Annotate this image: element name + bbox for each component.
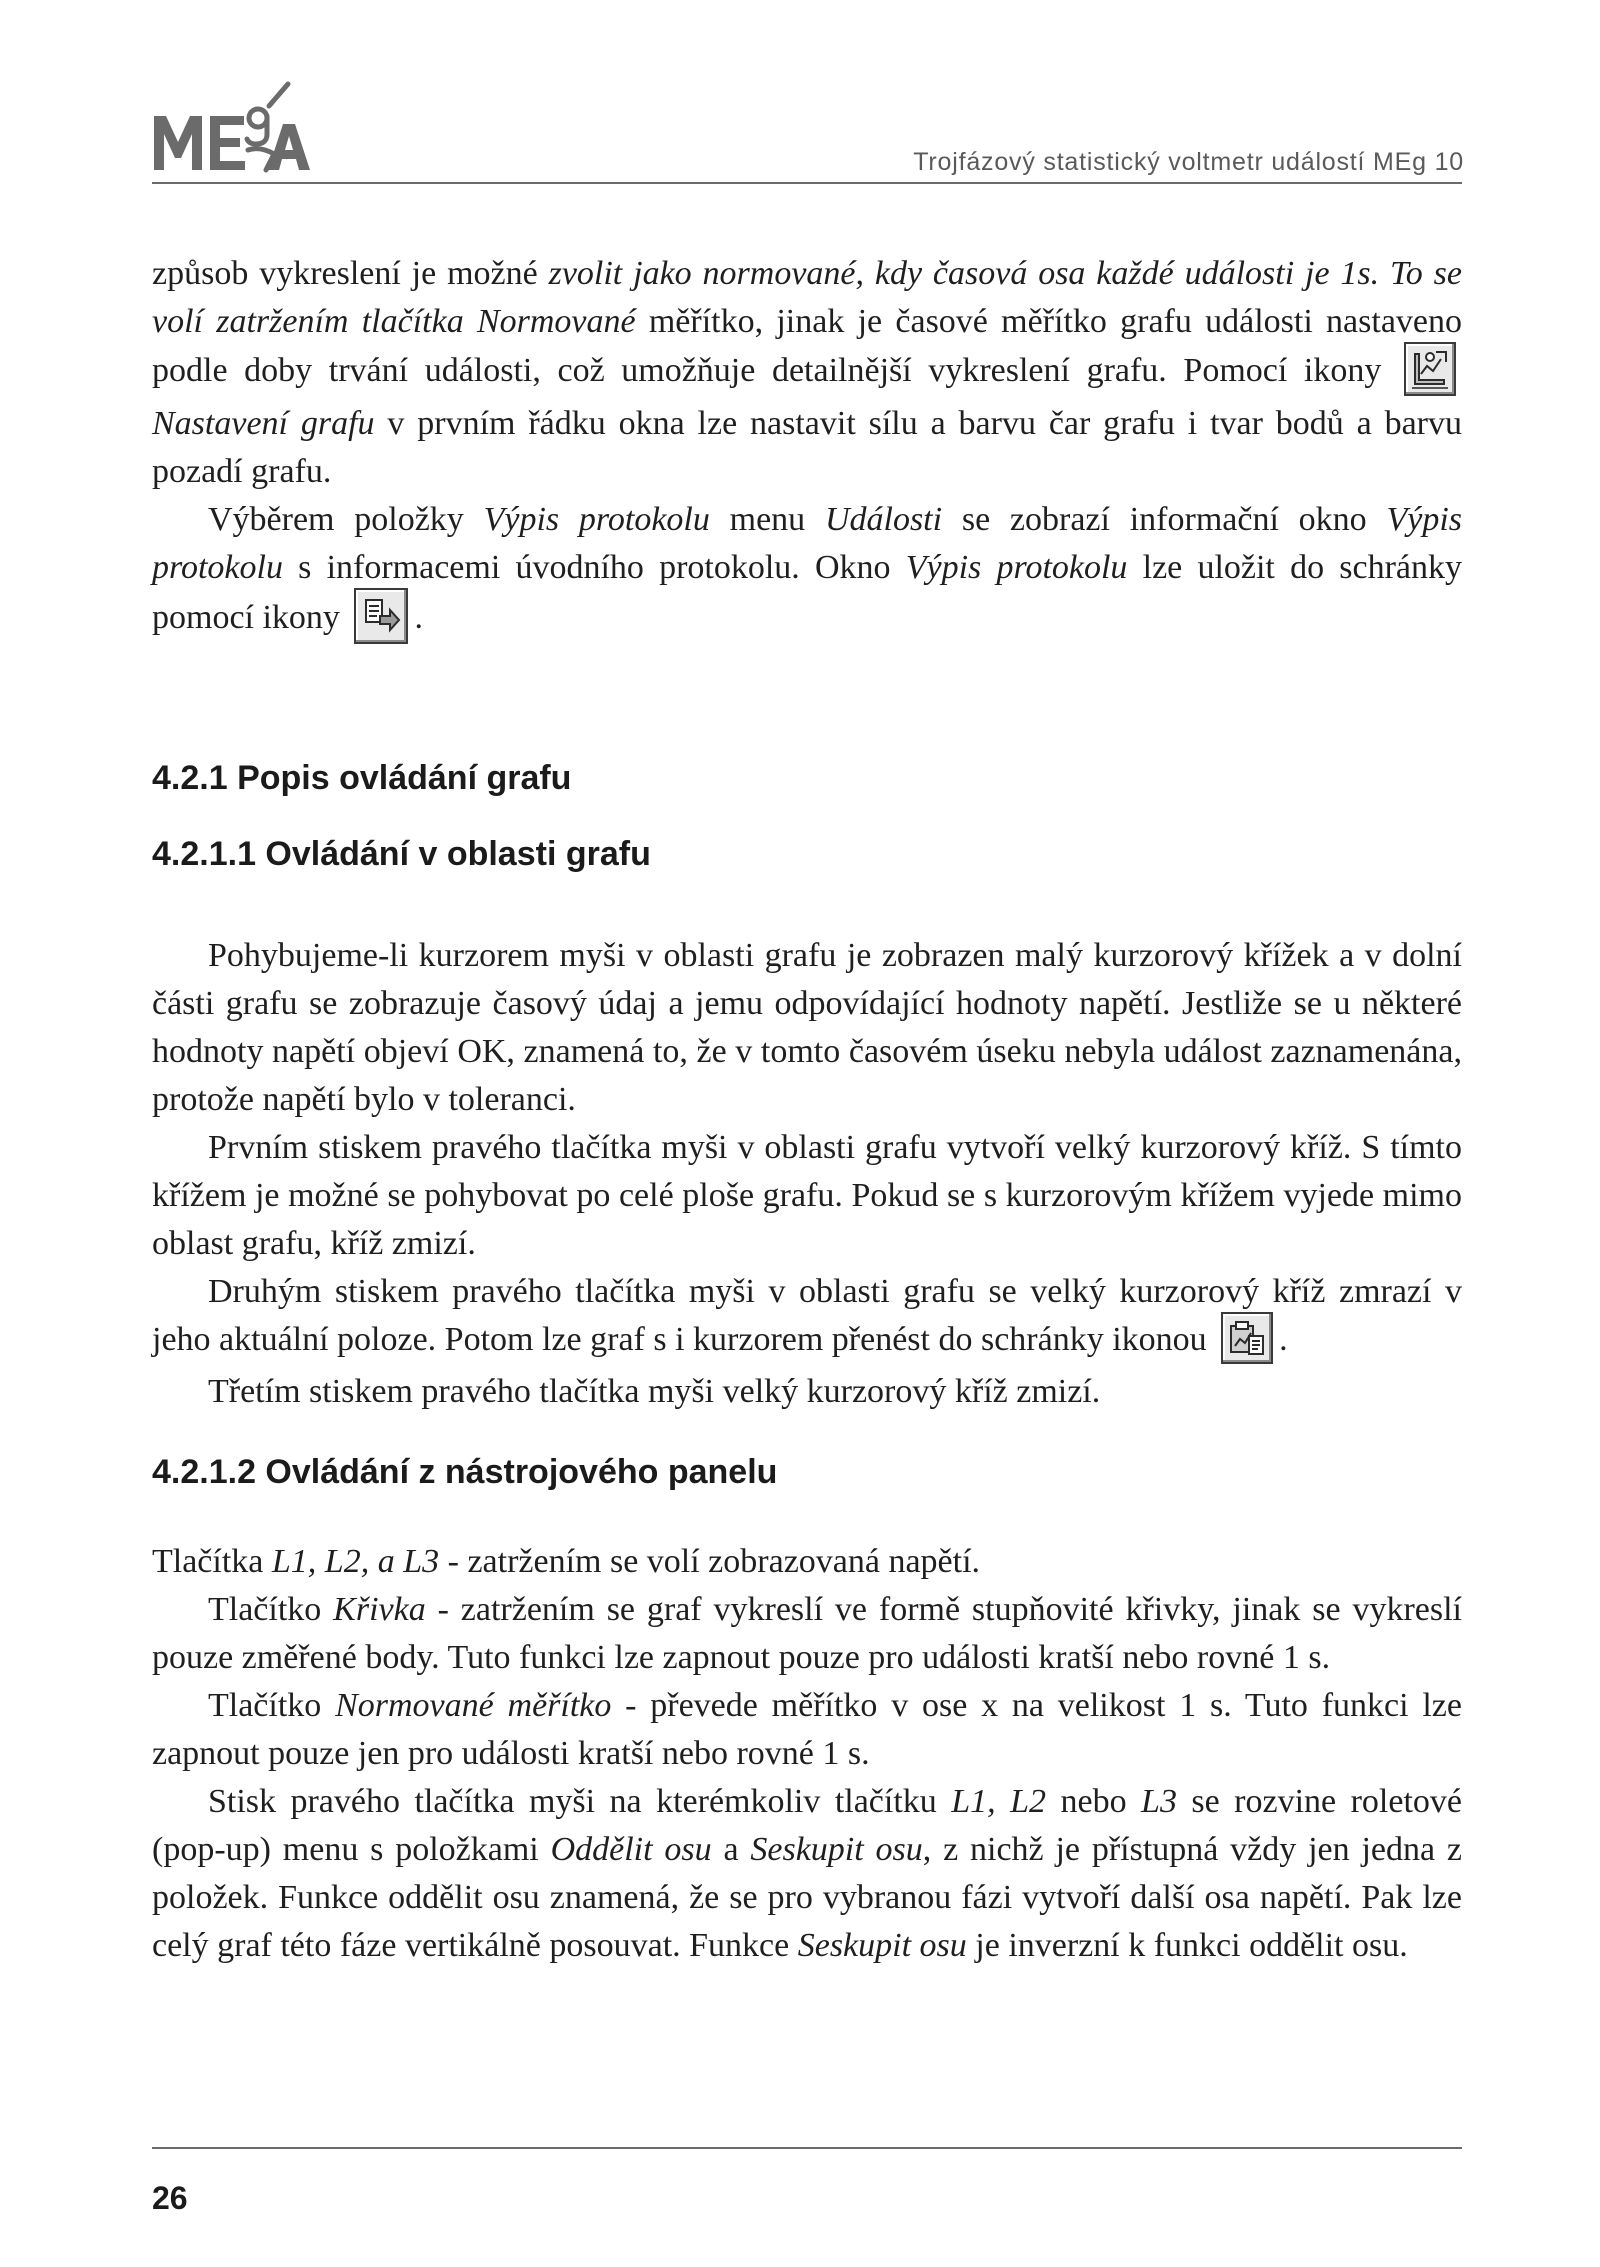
page-body: [152, 250, 1462, 1970]
paragraph: Druhým stiskem pravého tlačítka myši v oblasti grafu se velký kurzorový kříž zmrazí v jeho aktuální poloze. Potom lze graf s i kurzorem přenést do schránky ikonou .: [152, 1268, 1462, 1368]
paragraph: Výběrem položky Výpis protokolu menu Události se zobrazí informační okno Výpis protokolu s informacemi úvodního protokolu. Okno Výpis protokolu lze uložit do schránky pomocí ikony .: [152, 496, 1462, 648]
paragraph: Tlačítka L1, L2, a L3 - zatržením se volí zobrazovaná napětí.: [152, 1543, 981, 1581]
subsection-heading: 4.2.1.1 Ovládání v oblasti grafu: [152, 835, 651, 873]
footer-divider: [152, 2147, 1462, 2149]
paragraph: Stisk pravého tlačítka myši na kterémkoliv tlačítku L1, L2 nebo L3 se rozvine roletové (pop-up) menu s položkami Oddělit osu a Seskupit osu, z nichž je přístupná vždy jen jedna z položek. Funkce oddělit osu znamená, že se pro vybranou fázi vytvoří další osa napětí. Pak lze celý graf této fáze vertikálně posouvat. Funkce Seskupit osu je inverzní k funkci oddělit osu.: [152, 1783, 1463, 1965]
paragraph: Tlačítko Křivka - zatržením se graf vykreslí ve formě stupňovité křivky, jinak se vykreslí pouze změřené body. Tuto funkci lze zapnout pouze pro události kratší nebo rovné 1 s.: [152, 1591, 1462, 1677]
paragraph: Prvním stiskem pravého tlačítka myši v oblasti grafu vytvoří velký kurzorový kříž. S tímto křížem je možné se pohybovat po celé ploše grafu. Pokud se s kurzorovým křížem vyjede mimo oblast grafu, kříž zmizí.: [152, 1129, 1462, 1262]
paragraph: způsob vykreslení je možné zvolit jako normované, kdy časová osa každé události je 1s. To se volí zatržením tlačítka Normované měřítko, jinak je časové měřítko grafu události nastaveno podle doby trvání události, což umožňuje detailnější vykreslení grafu. Pomocí ikony Nastavení grafu v prvním řádku okna lze nastavit sílu a barvu čar grafu i tvar bodů a barvu pozadí grafu.: [152, 255, 1463, 490]
subsection-heading: 4.2.1.2 Ovládání z nástrojového panelu: [152, 1453, 778, 1492]
running-header-title: Trojfázový statistický voltmetr událostí MEg 10: [913, 148, 1464, 176]
header-divider: [152, 182, 1462, 184]
paragraph: Třetím stiskem pravého tlačítka myši velký kurzorový kříž zmizí.: [208, 1373, 1101, 1411]
section-heading: 4.2.1 Popis ovládání grafu: [152, 759, 572, 797]
paragraph: Pohybujeme-li kurzorem myši v oblasti grafu je zobrazen malý kurzorový křížek a v dolní části grafu se zobrazuje časový údaj a jemu odpovídající hodnoty napětí. Jestliže se u některé hodnoty napětí objeví OK, znamená to, že v tomto časovém úseku nebyla událost zaznamenána, protože napětí bylo v toleranci.: [152, 937, 1462, 1118]
mega-logo: [148, 78, 318, 178]
page-number: 26: [152, 2180, 188, 2216]
copy-to-clipboard-icon: [354, 588, 408, 644]
graph-settings-icon: [1404, 342, 1456, 396]
paragraph: Tlačítko Normované měřítko - převede měřítko v ose x na velikost 1 s. Tuto funkci lze zapnout pouze jen pro události kratší nebo rovné 1 s.: [152, 1687, 1462, 1773]
graph-to-clipboard-icon: [1221, 1312, 1273, 1364]
